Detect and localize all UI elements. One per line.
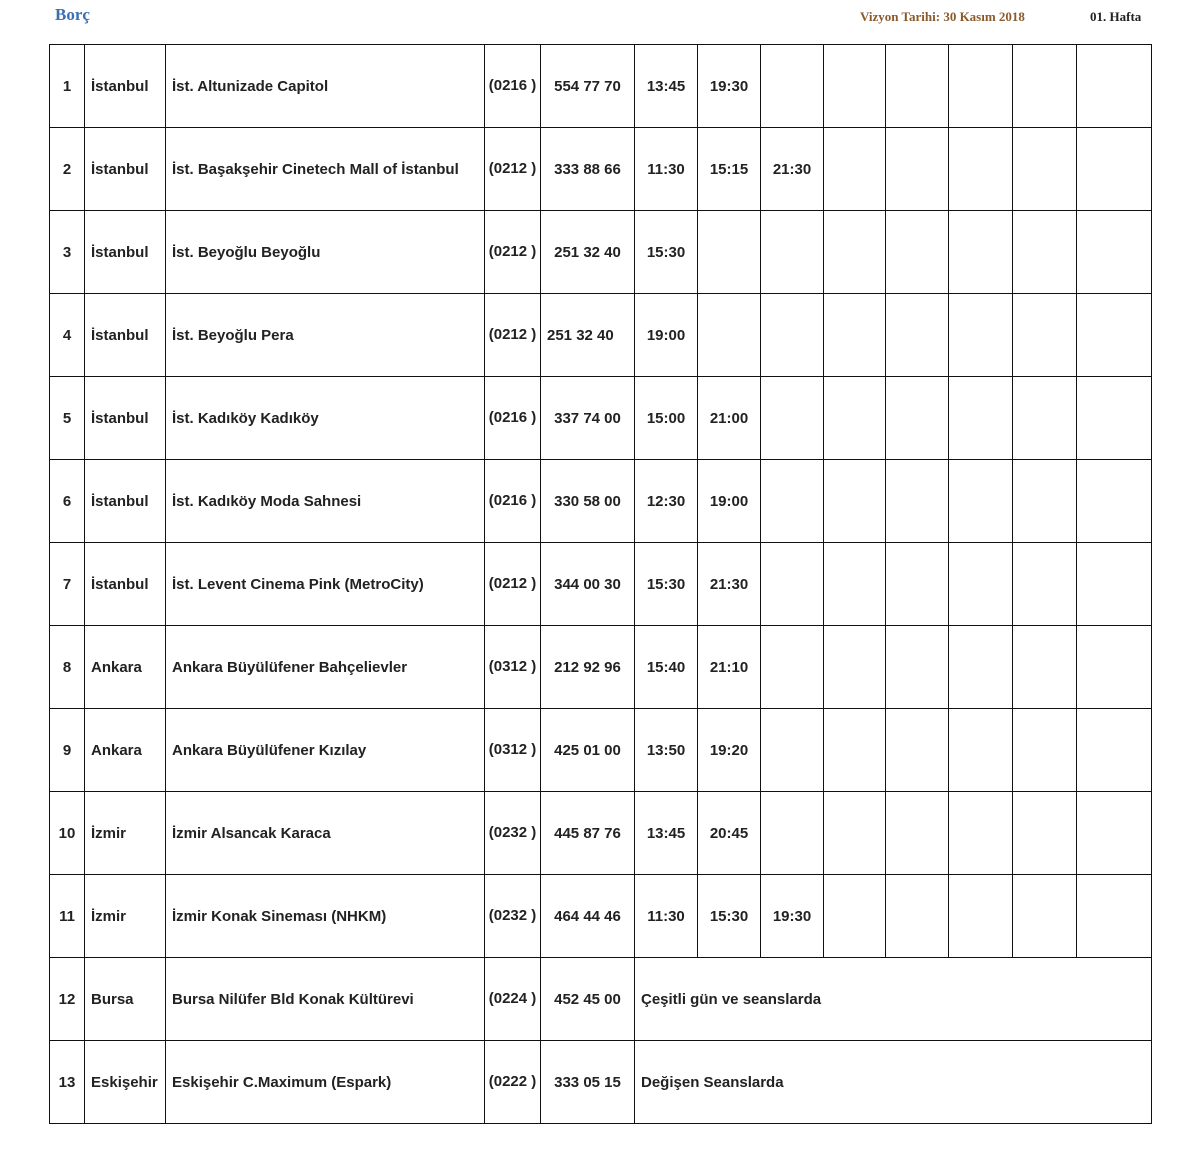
showtime-cell: [1013, 460, 1077, 543]
showtime-cell: [886, 211, 949, 294]
city-cell: İstanbul: [85, 211, 166, 294]
showtime-cell: [761, 792, 824, 875]
row-number: 6: [50, 460, 85, 543]
showtime-cell: 21:30: [761, 128, 824, 211]
phone-cell: 344 00 30: [541, 543, 635, 626]
table-row: [50, 709, 1152, 792]
showtime-cell: [1013, 211, 1077, 294]
showtime-cell: 11:30: [635, 128, 698, 211]
row-number: 5: [50, 377, 85, 460]
theater-cell: İzmir Alsancak Karaca: [166, 792, 485, 875]
area-code-cell: (0232 ): [485, 792, 541, 875]
showtime-cell: 11:30: [635, 875, 698, 958]
showtime-cell: [1077, 45, 1152, 128]
showtime-cell: 20:45: [698, 792, 761, 875]
showtime-cell: [761, 45, 824, 128]
theater-cell: İst. Başakşehir Cinetech Mall of İstanbul: [166, 128, 485, 211]
showtime-cell: 19:00: [635, 294, 698, 377]
showtime-cell: [698, 211, 761, 294]
city-cell: Ankara: [85, 626, 166, 709]
phone-cell: 452 45 00: [541, 958, 635, 1041]
showtime-cell: [886, 377, 949, 460]
showtime-cell: [886, 543, 949, 626]
showtime-cell: [949, 792, 1013, 875]
table-row: [50, 1041, 1152, 1124]
showtime-cell: [949, 626, 1013, 709]
theater-cell: İzmir Konak Sineması (NHKM): [166, 875, 485, 958]
row-number: 1: [50, 45, 85, 128]
city-cell: Ankara: [85, 709, 166, 792]
showtime-cell: [698, 294, 761, 377]
theater-cell: Eskişehir C.Maximum (Espark): [166, 1041, 485, 1124]
showtime-cell: [949, 460, 1013, 543]
showtime-note: Değişen Seanslarda: [635, 1041, 1152, 1124]
area-code-cell: (0216 ): [485, 45, 541, 128]
row-number: 3: [50, 211, 85, 294]
showtime-cell: [1077, 128, 1152, 211]
showtime-cell: [1013, 875, 1077, 958]
area-code-cell: (0216 ): [485, 377, 541, 460]
week-label: 01. Hafta: [1090, 9, 1142, 24]
city-cell: İstanbul: [85, 543, 166, 626]
showtime-cell: [886, 792, 949, 875]
phone-cell: 337 74 00: [541, 377, 635, 460]
showtime-cell: [1013, 294, 1077, 377]
area-code-cell: (0212 ): [485, 543, 541, 626]
row-number: 8: [50, 626, 85, 709]
table-row: [50, 460, 1152, 543]
showtime-cell: 19:20: [698, 709, 761, 792]
showtime-cell: [1013, 543, 1077, 626]
showtime-cell: 15:40: [635, 626, 698, 709]
city-cell: İstanbul: [85, 377, 166, 460]
city-cell: İstanbul: [85, 294, 166, 377]
showtime-cell: [761, 709, 824, 792]
showtime-cell: 13:45: [635, 792, 698, 875]
showtime-cell: [886, 709, 949, 792]
showtime-cell: [761, 460, 824, 543]
theater-cell: İst. Levent Cinema Pink (MetroCity): [166, 543, 485, 626]
city-cell: Bursa: [85, 958, 166, 1041]
showtime-cell: [824, 460, 886, 543]
showtime-cell: 21:10: [698, 626, 761, 709]
showtime-cell: 19:30: [761, 875, 824, 958]
showtime-cell: [1013, 626, 1077, 709]
table-row: [50, 626, 1152, 709]
city-cell: İstanbul: [85, 45, 166, 128]
table-row: [50, 792, 1152, 875]
showtime-cell: 13:50: [635, 709, 698, 792]
showtime-cell: [949, 543, 1013, 626]
theater-cell: İst. Kadıköy Kadıköy: [166, 377, 485, 460]
schedule-table: [49, 44, 1152, 1124]
showtime-cell: 19:30: [698, 45, 761, 128]
area-code-cell: (0224 ): [485, 958, 541, 1041]
showtime-cell: 19:00: [698, 460, 761, 543]
showtime-cell: [824, 377, 886, 460]
showtime-cell: [886, 294, 949, 377]
showtime-cell: [886, 626, 949, 709]
phone-cell: 445 87 76: [541, 792, 635, 875]
showtime-cell: [1013, 792, 1077, 875]
showtime-cell: 15:30: [698, 875, 761, 958]
showtime-cell: 21:00: [698, 377, 761, 460]
showtime-cell: [761, 543, 824, 626]
showtime-cell: [824, 543, 886, 626]
row-number: 10: [50, 792, 85, 875]
showtime-cell: [824, 294, 886, 377]
showtime-cell: 21:30: [698, 543, 761, 626]
theater-cell: İst. Beyoğlu Beyoğlu: [166, 211, 485, 294]
showtime-cell: [949, 45, 1013, 128]
showtime-cell: [824, 45, 886, 128]
theater-cell: İst. Kadıköy Moda Sahnesi: [166, 460, 485, 543]
showtime-cell: [1077, 626, 1152, 709]
showtime-cell: [886, 460, 949, 543]
showtime-cell: [824, 626, 886, 709]
showtime-cell: [824, 709, 886, 792]
showtime-cell: [886, 128, 949, 211]
showtime-cell: 15:00: [635, 377, 698, 460]
release-date: Vizyon Tarihi: 30 Kasım 2018: [860, 9, 1025, 24]
theater-cell: Bursa Nilüfer Bld Konak Kültürevi: [166, 958, 485, 1041]
showtime-cell: [886, 45, 949, 128]
area-code-cell: (0212 ): [485, 128, 541, 211]
table-row: [50, 128, 1152, 211]
theater-cell: İst. Altunizade Capitol: [166, 45, 485, 128]
row-number: 2: [50, 128, 85, 211]
area-code-cell: (0216 ): [485, 460, 541, 543]
showtime-cell: [761, 626, 824, 709]
phone-cell: 333 88 66: [541, 128, 635, 211]
showtime-cell: [1077, 875, 1152, 958]
table-row: [50, 958, 1152, 1041]
showtime-cell: [949, 211, 1013, 294]
theater-cell: İst. Beyoğlu Pera: [166, 294, 485, 377]
table-row: [50, 543, 1152, 626]
table-row: [50, 45, 1152, 128]
row-number: 7: [50, 543, 85, 626]
showtime-cell: [1077, 792, 1152, 875]
showtime-cell: [1077, 211, 1152, 294]
phone-cell: 251 32 40: [541, 294, 635, 377]
phone-cell: 333 05 15: [541, 1041, 635, 1124]
showtime-cell: 12:30: [635, 460, 698, 543]
phone-cell: 464 44 46: [541, 875, 635, 958]
showtime-cell: [949, 294, 1013, 377]
area-code-cell: (0222 ): [485, 1041, 541, 1124]
theater-cell: Ankara Büyülüfener Kızılay: [166, 709, 485, 792]
showtime-cell: [824, 792, 886, 875]
showtime-cell: [949, 709, 1013, 792]
table-row: [50, 211, 1152, 294]
city-cell: İzmir: [85, 792, 166, 875]
showtime-cell: [1013, 45, 1077, 128]
area-code-cell: (0232 ): [485, 875, 541, 958]
table-row: [50, 294, 1152, 377]
showtime-note: Çeşitli gün ve seanslarda: [635, 958, 1152, 1041]
row-number: 11: [50, 875, 85, 958]
city-cell: İstanbul: [85, 128, 166, 211]
page-header: [0, 0, 1200, 40]
showtime-cell: [949, 875, 1013, 958]
showtime-cell: 13:45: [635, 45, 698, 128]
city-cell: Eskişehir: [85, 1041, 166, 1124]
theater-cell: Ankara Büyülüfener Bahçelievler: [166, 626, 485, 709]
showtime-cell: [824, 211, 886, 294]
showtime-cell: [1077, 543, 1152, 626]
table-row: [50, 875, 1152, 958]
row-number: 4: [50, 294, 85, 377]
showtime-cell: [1013, 128, 1077, 211]
row-number: 12: [50, 958, 85, 1041]
area-code-cell: (0212 ): [485, 211, 541, 294]
showtime-cell: [761, 211, 824, 294]
showtime-cell: [949, 128, 1013, 211]
table-row: [50, 377, 1152, 460]
showtime-cell: [824, 875, 886, 958]
phone-cell: 212 92 96: [541, 626, 635, 709]
row-number: 13: [50, 1041, 85, 1124]
showtime-cell: [886, 875, 949, 958]
area-code-cell: (0212 ): [485, 294, 541, 377]
showtime-cell: [1077, 460, 1152, 543]
showtime-cell: 15:15: [698, 128, 761, 211]
showtime-cell: [1013, 377, 1077, 460]
showtime-cell: [1077, 294, 1152, 377]
city-cell: İzmir: [85, 875, 166, 958]
phone-cell: 330 58 00: [541, 460, 635, 543]
phone-cell: 425 01 00: [541, 709, 635, 792]
showtime-cell: [1077, 377, 1152, 460]
showtime-cell: 15:30: [635, 543, 698, 626]
showtime-cell: [949, 377, 1013, 460]
area-code-cell: (0312 ): [485, 626, 541, 709]
row-number: 9: [50, 709, 85, 792]
showtime-cell: [824, 128, 886, 211]
showtime-cell: [1013, 709, 1077, 792]
showtime-cell: [761, 294, 824, 377]
showtime-cell: [1077, 709, 1152, 792]
phone-cell: 554 77 70: [541, 45, 635, 128]
showtime-cell: 15:30: [635, 211, 698, 294]
city-cell: İstanbul: [85, 460, 166, 543]
phone-cell: 251 32 40: [541, 211, 635, 294]
area-code-cell: (0312 ): [485, 709, 541, 792]
showtime-cell: [761, 377, 824, 460]
film-title: Borç: [55, 5, 90, 24]
